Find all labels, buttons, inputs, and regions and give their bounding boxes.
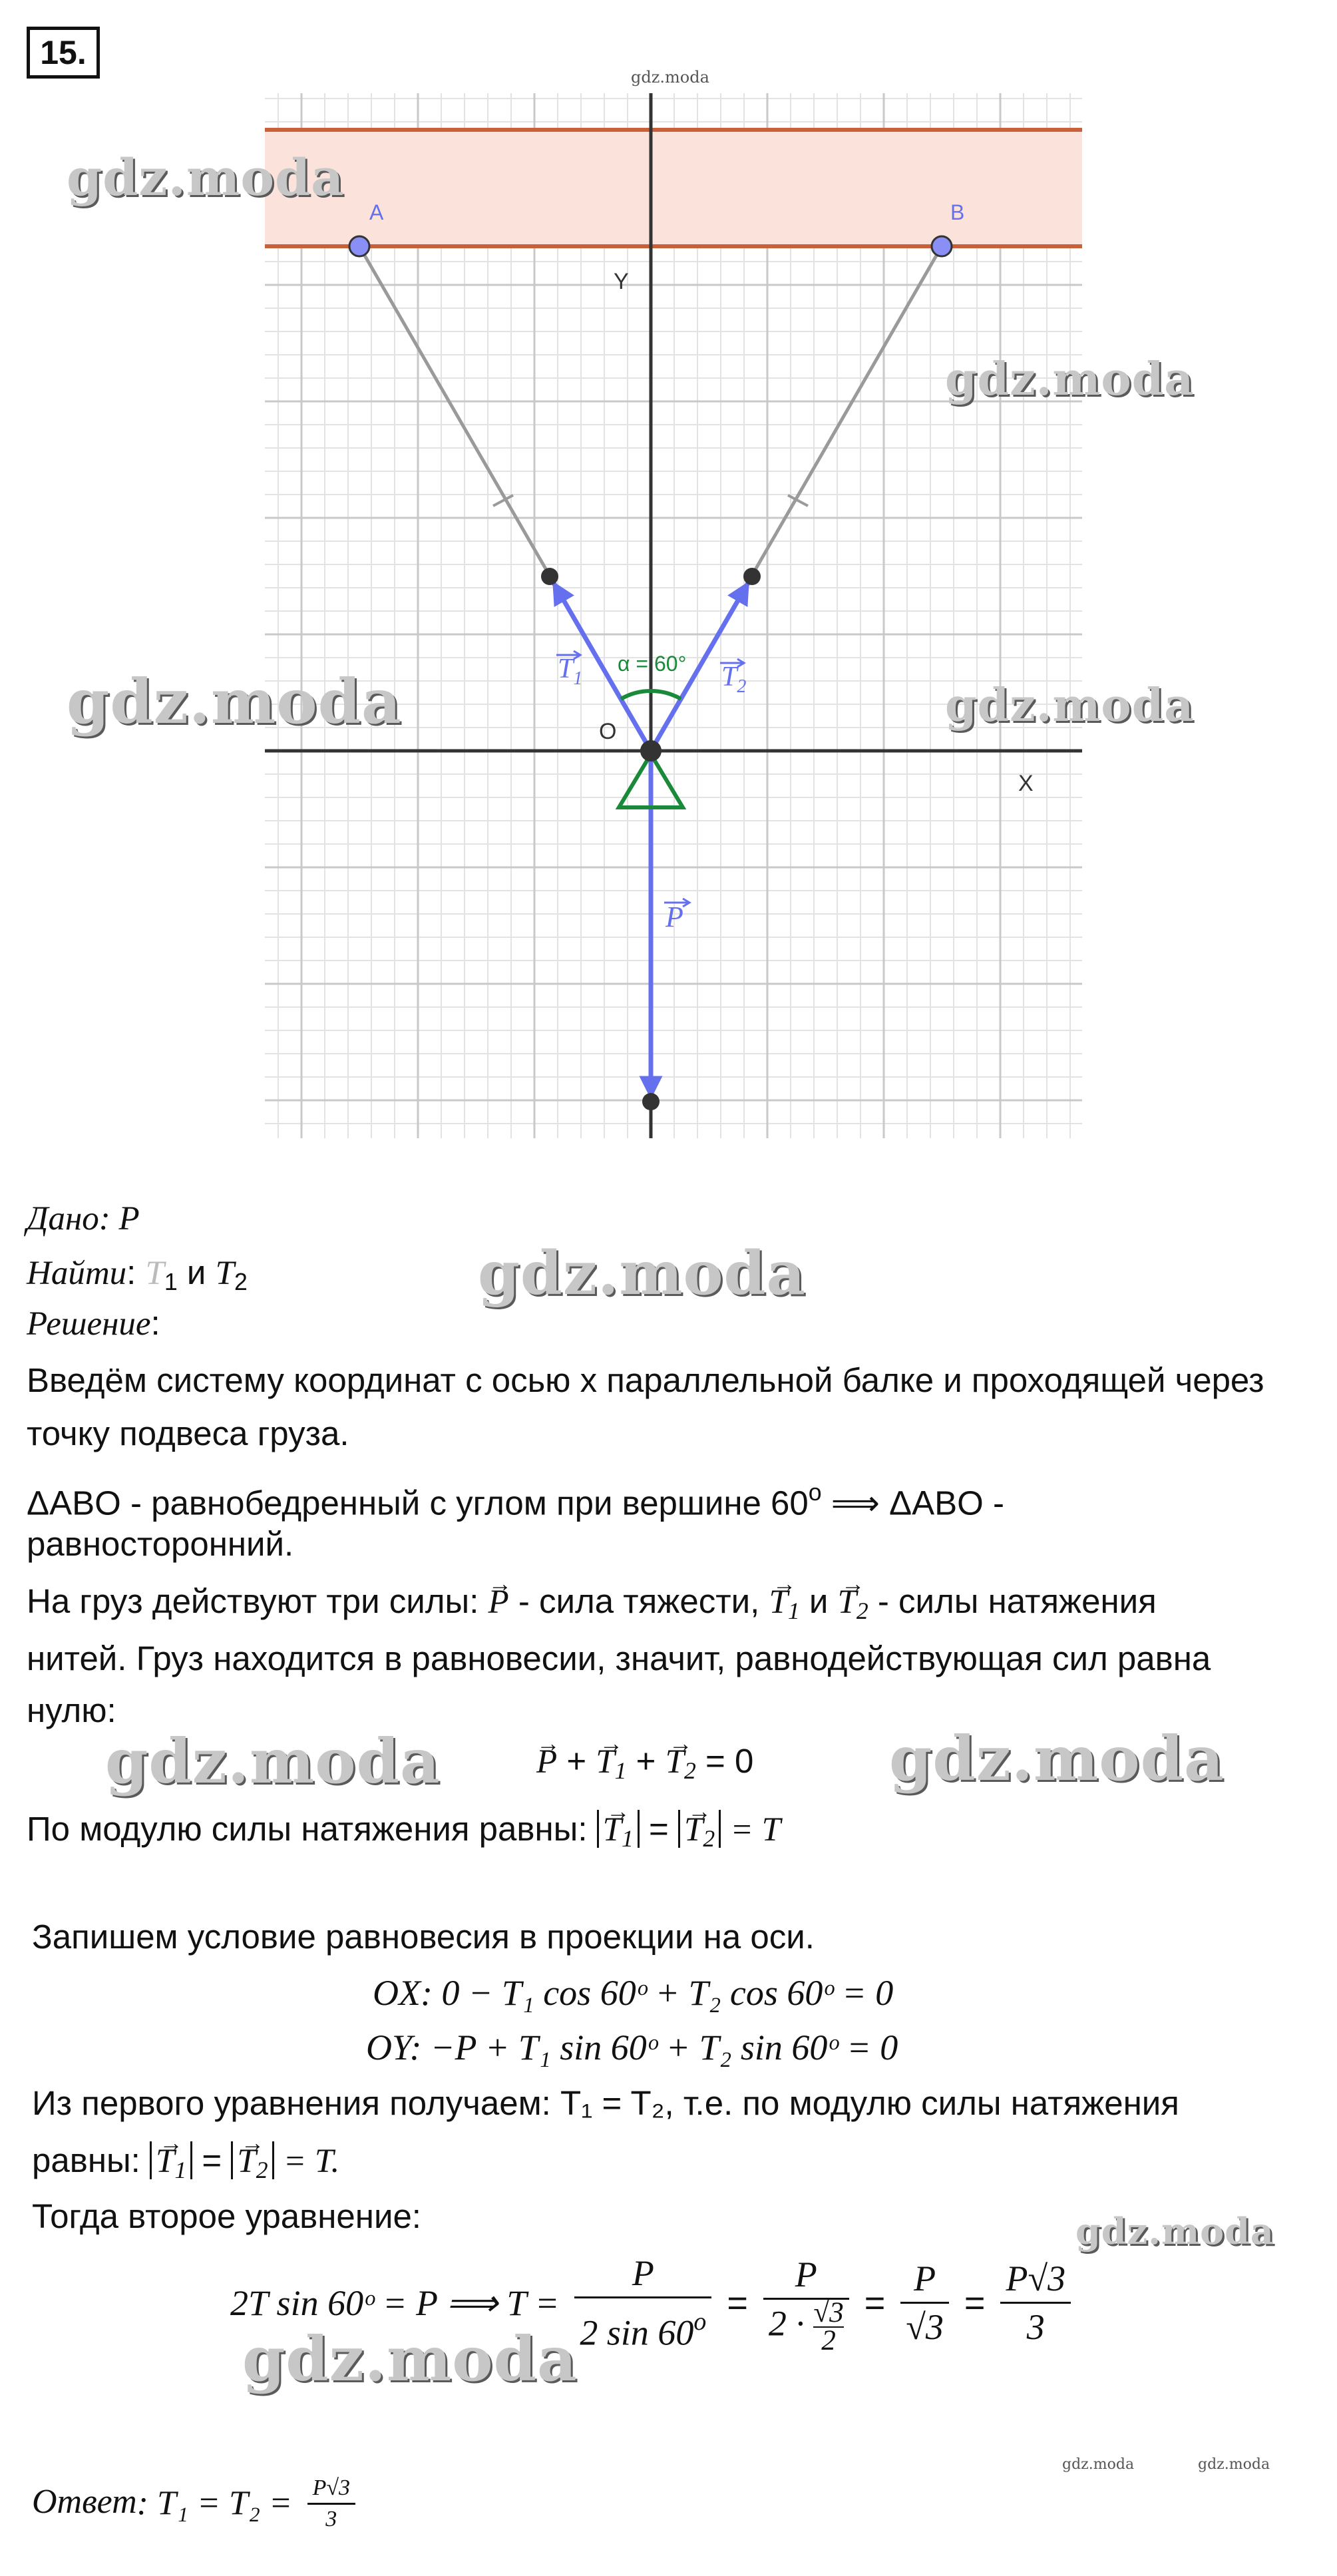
given-line: Дано: P — [27, 1200, 140, 1237]
watermark: gdz.moda — [1062, 2456, 1135, 2473]
first-equation-result-2: равны: → $T_1$ = → $T_2 = T$. — [32, 2141, 339, 2190]
watermark: gdz.moda — [105, 1725, 441, 1797]
point-t2-end — [743, 568, 761, 585]
label-a: A — [369, 200, 384, 224]
equation-vector-sum: → P + → $T_1$ + → $T_2 = 0$ — [536, 1741, 753, 1791]
label-b: B — [950, 200, 965, 224]
paragraph-forces-3: нулю: — [27, 1691, 116, 1729]
svg-text:T1: $T_1$ — [558, 654, 583, 689]
label-o: O — [599, 719, 617, 744]
equation-ox: OX: 0 − T₁ cos 60ᵒ + T₂ cos 60ᵒ = 0 — [373, 1973, 894, 2013]
label-y: Y — [614, 269, 629, 294]
point-t1-end — [541, 568, 558, 585]
projection-intro: Запишем условие равновесия в проекции на оси. — [32, 1918, 815, 1956]
answer-line: Ответ: T₁ = T₂ = $\frac{P√3}{3}$ — [32, 2473, 361, 2534]
modulus-line: По модулю силы натяжения равны: → $T_1$ = → $T_2 = T$ — [27, 1809, 781, 1858]
solution-line: Решение: — [27, 1304, 160, 1343]
final-equation: 2T sin 60ᵒ = P ⟹ T = $\frac{P}{2 \sin 60^o}$ = P 2 · $\frac{√3}{2}$ = $\frac{P}{√3}$ = $\frac{P√3}{3}$ — [230, 2250, 1076, 2356]
label-angle: α = 60° — [618, 652, 687, 676]
watermark: gdz.moda — [242, 2323, 578, 2395]
equation-oy: OY: −P + T₁ sin 60ᵒ + T₂ sin 60ᵒ = 0 — [366, 2028, 898, 2067]
watermark: gdz.moda — [478, 1238, 806, 1309]
watermark: gdz.moda — [67, 148, 345, 207]
grid — [265, 93, 1082, 1138]
paragraph-coordinate-system-1: Введём систему координат с осью x параллельной балке и проходящей через — [27, 1361, 1264, 1399]
watermark: gdz.moda — [945, 353, 1195, 406]
beam-area — [265, 130, 1082, 246]
paragraph-triangle-2: равносторонний. — [27, 1525, 294, 1563]
label-t1 — [556, 651, 582, 689]
label-x: X — [1018, 771, 1034, 796]
point-b — [932, 236, 952, 256]
watermark: gdz.moda — [945, 679, 1195, 732]
point-a — [349, 236, 369, 256]
svg-text:T2: $T_2$ — [721, 662, 747, 697]
watermark: gdz.moda — [1075, 2210, 1274, 2253]
paragraph-coordinate-system-2: точку подвеса груза. — [27, 1414, 349, 1452]
paragraph-forces-1: На груз действуют три силы: → P - сила тяжести, → $T_1$ $и \to T_2$ - силы натяжения — [27, 1582, 1157, 1631]
label-t2 — [720, 659, 746, 697]
find-line: Найти: $T_1$ и $T_2$ — [27, 1253, 248, 1295]
paragraph-triangle-1: ΔABO - равнобедренный с углом при вершине 60$^o$ ⟹ ΔABO - — [27, 1479, 1004, 1522]
svg-text:P: P — [666, 901, 683, 933]
second-equation-intro: Тогда второе уравнение: — [32, 2197, 421, 2235]
label-p — [664, 899, 689, 933]
point-o — [640, 740, 662, 761]
first-equation-result-1: Из первого уравнения получаем: T₁ = T₂, т.е. по модулю силы натяжения — [32, 2084, 1179, 2122]
watermark: gdz.moda — [889, 1723, 1225, 1795]
top-watermark-label: gdz.moda — [631, 68, 709, 87]
watermark: gdz.moda — [67, 666, 402, 738]
point-p-end — [642, 1093, 660, 1110]
paragraph-forces-2: нитей. Груз находится в равновесии, значит, равнодействующая сил равна — [27, 1639, 1211, 1677]
watermark: gdz.moda — [1198, 2456, 1270, 2473]
problem-number: 15. — [27, 27, 100, 79]
